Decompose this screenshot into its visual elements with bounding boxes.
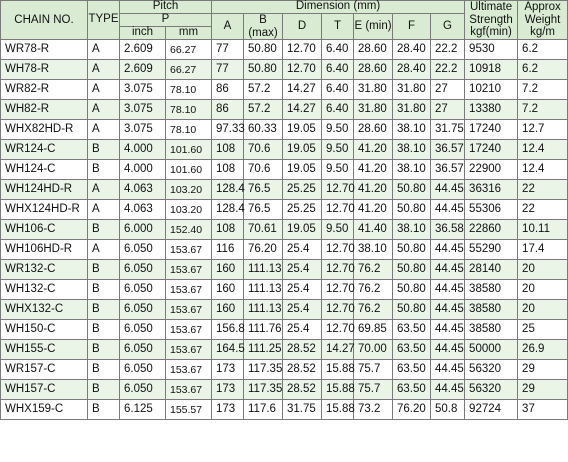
cell-ultimate-strength: 56320: [465, 380, 518, 400]
header-chain-no: CHAIN NO.: [1, 1, 88, 40]
table-row: [1, 240, 568, 260]
cell-pitch-mm: 103.20: [166, 200, 212, 220]
cell-pitch-inch: 6.050: [120, 300, 166, 320]
cell-dim-d: 25.4: [283, 300, 322, 320]
cell-pitch-inch: 3.075: [120, 120, 166, 140]
cell-approx-weight: 17.4: [518, 240, 568, 260]
cell-type: B: [88, 260, 120, 280]
cell-dim-a: 128.4: [212, 180, 244, 200]
cell-pitch-mm: 78.10: [166, 100, 212, 120]
cell-dim-d: 25.4: [283, 260, 322, 280]
cell-dim-d: 25.4: [283, 240, 322, 260]
cell-type: A: [88, 200, 120, 220]
cell-ultimate-strength: 50000: [465, 340, 518, 360]
cell-dim-f: 63.50: [393, 340, 431, 360]
cell-dim-a: 108: [212, 140, 244, 160]
table-row: [1, 200, 568, 220]
cell-dim-e: 75.7: [354, 380, 393, 400]
cell-dim-e: 76.2: [354, 300, 393, 320]
table-row: [1, 60, 568, 80]
cell-type: B: [88, 160, 120, 180]
cell-ultimate-strength: 38580: [465, 320, 518, 340]
cell-dim-t: 6.40: [322, 80, 354, 100]
cell-dim-f: 76.20: [393, 400, 431, 420]
cell-dim-b: 70.6: [244, 140, 283, 160]
cell-approx-weight: 12.7: [518, 120, 568, 140]
cell-dim-d: 25.25: [283, 180, 322, 200]
table-row: [1, 280, 568, 300]
header-type: TYPE: [88, 1, 120, 40]
cell-dim-t: 6.40: [322, 40, 354, 60]
header-g: G: [431, 14, 465, 40]
cell-approx-weight: 7.2: [518, 80, 568, 100]
cell-dim-d: 31.75: [283, 400, 322, 420]
cell-ultimate-strength: 17240: [465, 140, 518, 160]
cell-dim-g: 44.45: [431, 380, 465, 400]
cell-dim-f: 28.40: [393, 40, 431, 60]
cell-dim-e: 70.00: [354, 340, 393, 360]
cell-dim-g: 44.45: [431, 200, 465, 220]
cell-dim-a: 77: [212, 60, 244, 80]
cell-dim-e: 76.2: [354, 260, 393, 280]
header-inch: inch: [120, 27, 166, 40]
cell-ultimate-strength: 28140: [465, 260, 518, 280]
table-row: [1, 400, 568, 420]
cell-dim-d: 12.70: [283, 40, 322, 60]
cell-pitch-mm: 78.10: [166, 120, 212, 140]
cell-chain-no: WH106HD-R: [1, 240, 88, 260]
cell-dim-e: 41.40: [354, 220, 393, 240]
cell-pitch-mm: 153.67: [166, 260, 212, 280]
cell-dim-e: 41.20: [354, 160, 393, 180]
cell-dim-f: 50.80: [393, 300, 431, 320]
cell-pitch-mm: 101.60: [166, 140, 212, 160]
cell-approx-weight: 37: [518, 400, 568, 420]
table-row: [1, 100, 568, 120]
table-row: [1, 340, 568, 360]
cell-dim-a: 160: [212, 300, 244, 320]
cell-approx-weight: 10.11: [518, 220, 568, 240]
cell-dim-t: 9.50: [322, 160, 354, 180]
table-row: [1, 140, 568, 160]
cell-type: B: [88, 400, 120, 420]
cell-pitch-inch: 4.000: [120, 160, 166, 180]
cell-approx-weight: 26.9: [518, 340, 568, 360]
cell-approx-weight: 29: [518, 360, 568, 380]
cell-dim-t: 12.70: [322, 240, 354, 260]
cell-dim-b: 111.25: [244, 340, 283, 360]
cell-pitch-inch: 6.000: [120, 220, 166, 240]
header-pitch-p: P: [120, 14, 212, 27]
cell-ultimate-strength: 22900: [465, 160, 518, 180]
cell-pitch-mm: 153.67: [166, 360, 212, 380]
cell-ultimate-strength: 36316: [465, 180, 518, 200]
cell-dim-e: 28.60: [354, 120, 393, 140]
cell-chain-no: WHX159-C: [1, 400, 88, 420]
cell-type: B: [88, 220, 120, 240]
table-row: [1, 160, 568, 180]
header-b: B (max): [244, 14, 283, 40]
cell-chain-no: WH132-C: [1, 280, 88, 300]
cell-approx-weight: 7.2: [518, 100, 568, 120]
cell-pitch-inch: 4.000: [120, 140, 166, 160]
header-f: F: [393, 14, 431, 40]
header-e: E (min): [354, 14, 393, 40]
cell-ultimate-strength: 38580: [465, 300, 518, 320]
cell-type: B: [88, 340, 120, 360]
cell-pitch-mm: 103.20: [166, 180, 212, 200]
cell-dim-f: 50.80: [393, 180, 431, 200]
cell-ultimate-strength: 55306: [465, 200, 518, 220]
cell-approx-weight: 29: [518, 380, 568, 400]
cell-pitch-inch: 4.063: [120, 180, 166, 200]
cell-type: B: [88, 380, 120, 400]
table-row: [1, 40, 568, 60]
cell-type: A: [88, 60, 120, 80]
cell-ultimate-strength: 17240: [465, 120, 518, 140]
cell-dim-a: 160: [212, 280, 244, 300]
cell-dim-e: 41.20: [354, 200, 393, 220]
cell-pitch-mm: 153.67: [166, 320, 212, 340]
cell-approx-weight: 6.2: [518, 40, 568, 60]
cell-dim-e: 28.60: [354, 60, 393, 80]
cell-dim-f: 63.50: [393, 360, 431, 380]
cell-dim-g: 36.58: [431, 220, 465, 240]
cell-dim-t: 9.50: [322, 120, 354, 140]
cell-dim-g: 44.45: [431, 300, 465, 320]
cell-chain-no: WR78-R: [1, 40, 88, 60]
table-row: [1, 220, 568, 240]
cell-chain-no: WH106-C: [1, 220, 88, 240]
cell-ultimate-strength: 56320: [465, 360, 518, 380]
cell-dim-b: 117.6: [244, 400, 283, 420]
cell-pitch-inch: 2.609: [120, 60, 166, 80]
cell-ultimate-strength: 9530: [465, 40, 518, 60]
cell-pitch-inch: 3.075: [120, 80, 166, 100]
cell-pitch-inch: 2.609: [120, 40, 166, 60]
cell-ultimate-strength: 10918: [465, 60, 518, 80]
cell-pitch-mm: 153.67: [166, 300, 212, 320]
cell-dim-f: 38.10: [393, 220, 431, 240]
cell-dim-t: 14.27: [322, 340, 354, 360]
cell-pitch-mm: 153.67: [166, 280, 212, 300]
cell-dim-g: 44.45: [431, 240, 465, 260]
table-row: [1, 360, 568, 380]
cell-pitch-inch: 6.050: [120, 360, 166, 380]
cell-dim-t: 12.70: [322, 280, 354, 300]
cell-dim-f: 50.80: [393, 240, 431, 260]
cell-dim-b: 57.2: [244, 80, 283, 100]
cell-chain-no: WR132-C: [1, 260, 88, 280]
cell-dim-b: 50.80: [244, 40, 283, 60]
cell-pitch-mm: 66.27: [166, 40, 212, 60]
cell-chain-no: WH155-C: [1, 340, 88, 360]
cell-dim-t: 12.70: [322, 300, 354, 320]
cell-dim-b: 117.35: [244, 360, 283, 380]
cell-pitch-inch: 6.050: [120, 380, 166, 400]
table-body: [1, 40, 568, 420]
cell-dim-d: 28.52: [283, 380, 322, 400]
cell-type: B: [88, 140, 120, 160]
cell-pitch-inch: 6.050: [120, 340, 166, 360]
cell-chain-no: WH82-R: [1, 100, 88, 120]
cell-dim-a: 108: [212, 160, 244, 180]
cell-dim-e: 73.2: [354, 400, 393, 420]
cell-dim-a: 160: [212, 260, 244, 280]
cell-dim-g: 44.45: [431, 180, 465, 200]
cell-dim-f: 28.40: [393, 60, 431, 80]
cell-ultimate-strength: 10210: [465, 80, 518, 100]
cell-dim-g: 50.8: [431, 400, 465, 420]
cell-pitch-mm: 155.57: [166, 400, 212, 420]
cell-type: A: [88, 80, 120, 100]
cell-dim-e: 41.20: [354, 140, 393, 160]
cell-dim-e: 41.20: [354, 180, 393, 200]
cell-dim-a: 108: [212, 220, 244, 240]
cell-pitch-inch: 6.050: [120, 260, 166, 280]
cell-dim-a: 86: [212, 80, 244, 100]
cell-type: B: [88, 320, 120, 340]
cell-dim-g: 27: [431, 80, 465, 100]
header-d: D: [283, 14, 322, 40]
header-ultimate-strength: Ultimate Strength kgf(min): [465, 1, 518, 40]
cell-dim-a: 116: [212, 240, 244, 260]
cell-approx-weight: 22: [518, 200, 568, 220]
cell-chain-no: WH157-C: [1, 380, 88, 400]
cell-pitch-mm: 66.27: [166, 60, 212, 80]
cell-pitch-inch: 6.050: [120, 240, 166, 260]
header-pitch: Pitch: [120, 1, 212, 14]
cell-dim-b: 111.13: [244, 280, 283, 300]
cell-dim-g: 22.2: [431, 40, 465, 60]
cell-dim-g: 27: [431, 100, 465, 120]
cell-dim-b: 70.61: [244, 220, 283, 240]
cell-dim-g: 44.45: [431, 280, 465, 300]
cell-dim-t: 15.88: [322, 380, 354, 400]
cell-dim-a: 97.33: [212, 120, 244, 140]
cell-dim-t: 9.50: [322, 140, 354, 160]
cell-dim-d: 25.25: [283, 200, 322, 220]
cell-chain-no: WH124HD-R: [1, 180, 88, 200]
table-header: [1, 1, 568, 40]
cell-dim-b: 117.35: [244, 380, 283, 400]
cell-approx-weight: 12.4: [518, 140, 568, 160]
cell-dim-g: 44.45: [431, 260, 465, 280]
cell-dim-t: 12.70: [322, 260, 354, 280]
cell-dim-e: 38.10: [354, 240, 393, 260]
cell-dim-e: 75.7: [354, 360, 393, 380]
cell-chain-no: WHX124HD-R: [1, 200, 88, 220]
cell-dim-g: 44.45: [431, 320, 465, 340]
cell-dim-g: 44.45: [431, 360, 465, 380]
cell-dim-g: 44.45: [431, 340, 465, 360]
cell-dim-b: 57.2: [244, 100, 283, 120]
cell-dim-d: 19.05: [283, 140, 322, 160]
cell-dim-f: 31.80: [393, 100, 431, 120]
cell-pitch-inch: 4.063: [120, 200, 166, 220]
cell-approx-weight: 20: [518, 280, 568, 300]
cell-dim-t: 6.40: [322, 60, 354, 80]
cell-dim-a: 173: [212, 400, 244, 420]
cell-ultimate-strength: 13380: [465, 100, 518, 120]
cell-type: B: [88, 300, 120, 320]
cell-dim-f: 38.10: [393, 140, 431, 160]
cell-ultimate-strength: 92724: [465, 400, 518, 420]
cell-dim-e: 31.80: [354, 100, 393, 120]
cell-dim-t: 15.88: [322, 360, 354, 380]
cell-dim-t: 12.70: [322, 180, 354, 200]
cell-dim-b: 50.80: [244, 60, 283, 80]
cell-pitch-inch: 6.050: [120, 280, 166, 300]
header-mm: mm: [166, 27, 212, 40]
cell-pitch-mm: 153.67: [166, 380, 212, 400]
table-row: [1, 80, 568, 100]
cell-dim-g: 36.57: [431, 160, 465, 180]
cell-approx-weight: 22: [518, 180, 568, 200]
table-row: [1, 180, 568, 200]
cell-dim-e: 69.85: [354, 320, 393, 340]
cell-ultimate-strength: 22860: [465, 220, 518, 240]
cell-dim-f: 63.50: [393, 380, 431, 400]
table-row: [1, 300, 568, 320]
cell-pitch-inch: 3.075: [120, 100, 166, 120]
cell-dim-f: 63.50: [393, 320, 431, 340]
cell-approx-weight: 20: [518, 300, 568, 320]
cell-chain-no: WH78-R: [1, 60, 88, 80]
cell-type: A: [88, 40, 120, 60]
cell-type: A: [88, 120, 120, 140]
cell-type: A: [88, 180, 120, 200]
cell-dim-e: 31.80: [354, 80, 393, 100]
cell-chain-no: WHX82HD-R: [1, 120, 88, 140]
cell-dim-g: 22.2: [431, 60, 465, 80]
cell-pitch-mm: 101.60: [166, 160, 212, 180]
cell-dim-b: 76.5: [244, 180, 283, 200]
table-row: [1, 120, 568, 140]
cell-dim-a: 173: [212, 360, 244, 380]
cell-dim-b: 111.13: [244, 300, 283, 320]
cell-chain-no: WR124-C: [1, 140, 88, 160]
cell-chain-no: WH150-C: [1, 320, 88, 340]
cell-dim-t: 12.70: [322, 200, 354, 220]
cell-dim-t: 9.50: [322, 220, 354, 240]
cell-dim-a: 173: [212, 380, 244, 400]
cell-pitch-inch: 6.125: [120, 400, 166, 420]
cell-chain-no: WH124-C: [1, 160, 88, 180]
cell-dim-e: 28.60: [354, 40, 393, 60]
header-a: A: [212, 14, 244, 40]
cell-dim-b: 111.76: [244, 320, 283, 340]
cell-approx-weight: 20: [518, 260, 568, 280]
cell-dim-b: 60.33: [244, 120, 283, 140]
cell-dim-d: 19.05: [283, 220, 322, 240]
table-row: [1, 380, 568, 400]
cell-dim-b: 111.13: [244, 260, 283, 280]
cell-dim-a: 77: [212, 40, 244, 60]
cell-pitch-mm: 152.40: [166, 220, 212, 240]
table-row: [1, 260, 568, 280]
header-approx-weight: Approx Weight kg/m: [518, 1, 568, 40]
cell-chain-no: WHX132-C: [1, 300, 88, 320]
cell-dim-g: 31.75: [431, 120, 465, 140]
header-dimension: Dimension (mm): [212, 1, 465, 14]
cell-dim-d: 25.4: [283, 280, 322, 300]
cell-dim-b: 70.6: [244, 160, 283, 180]
cell-dim-a: 86: [212, 100, 244, 120]
cell-chain-no: WR157-C: [1, 360, 88, 380]
cell-approx-weight: 12.4: [518, 160, 568, 180]
cell-dim-f: 38.10: [393, 160, 431, 180]
header-t: T: [322, 14, 354, 40]
cell-dim-d: 19.05: [283, 160, 322, 180]
cell-dim-t: 15.88: [322, 400, 354, 420]
cell-pitch-mm: 153.67: [166, 240, 212, 260]
cell-dim-b: 76.20: [244, 240, 283, 260]
cell-dim-d: 12.70: [283, 60, 322, 80]
cell-dim-f: 31.80: [393, 80, 431, 100]
cell-dim-e: 76.2: [354, 280, 393, 300]
cell-ultimate-strength: 38580: [465, 280, 518, 300]
cell-pitch-inch: 6.050: [120, 320, 166, 340]
cell-dim-t: 6.40: [322, 100, 354, 120]
cell-dim-t: 12.70: [322, 320, 354, 340]
cell-dim-f: 38.10: [393, 120, 431, 140]
table-row: [1, 320, 568, 340]
cell-dim-d: 25.4: [283, 320, 322, 340]
cell-approx-weight: 6.2: [518, 60, 568, 80]
cell-dim-a: 156.8: [212, 320, 244, 340]
cell-dim-d: 19.05: [283, 120, 322, 140]
cell-pitch-mm: 153.67: [166, 340, 212, 360]
cell-dim-d: 14.27: [283, 80, 322, 100]
cell-type: B: [88, 360, 120, 380]
cell-dim-b: 76.5: [244, 200, 283, 220]
cell-type: A: [88, 240, 120, 260]
cell-ultimate-strength: 55290: [465, 240, 518, 260]
cell-dim-a: 164.5: [212, 340, 244, 360]
cell-type: B: [88, 280, 120, 300]
cell-dim-d: 28.52: [283, 340, 322, 360]
cell-dim-a: 128.4: [212, 200, 244, 220]
cell-dim-d: 14.27: [283, 100, 322, 120]
cell-pitch-mm: 78.10: [166, 80, 212, 100]
cell-dim-f: 50.80: [393, 280, 431, 300]
cell-dim-f: 50.80: [393, 260, 431, 280]
cell-approx-weight: 25: [518, 320, 568, 340]
cell-dim-d: 28.52: [283, 360, 322, 380]
cell-dim-f: 50.80: [393, 200, 431, 220]
cell-dim-g: 36.57: [431, 140, 465, 160]
cell-type: A: [88, 100, 120, 120]
cell-chain-no: WR82-R: [1, 80, 88, 100]
